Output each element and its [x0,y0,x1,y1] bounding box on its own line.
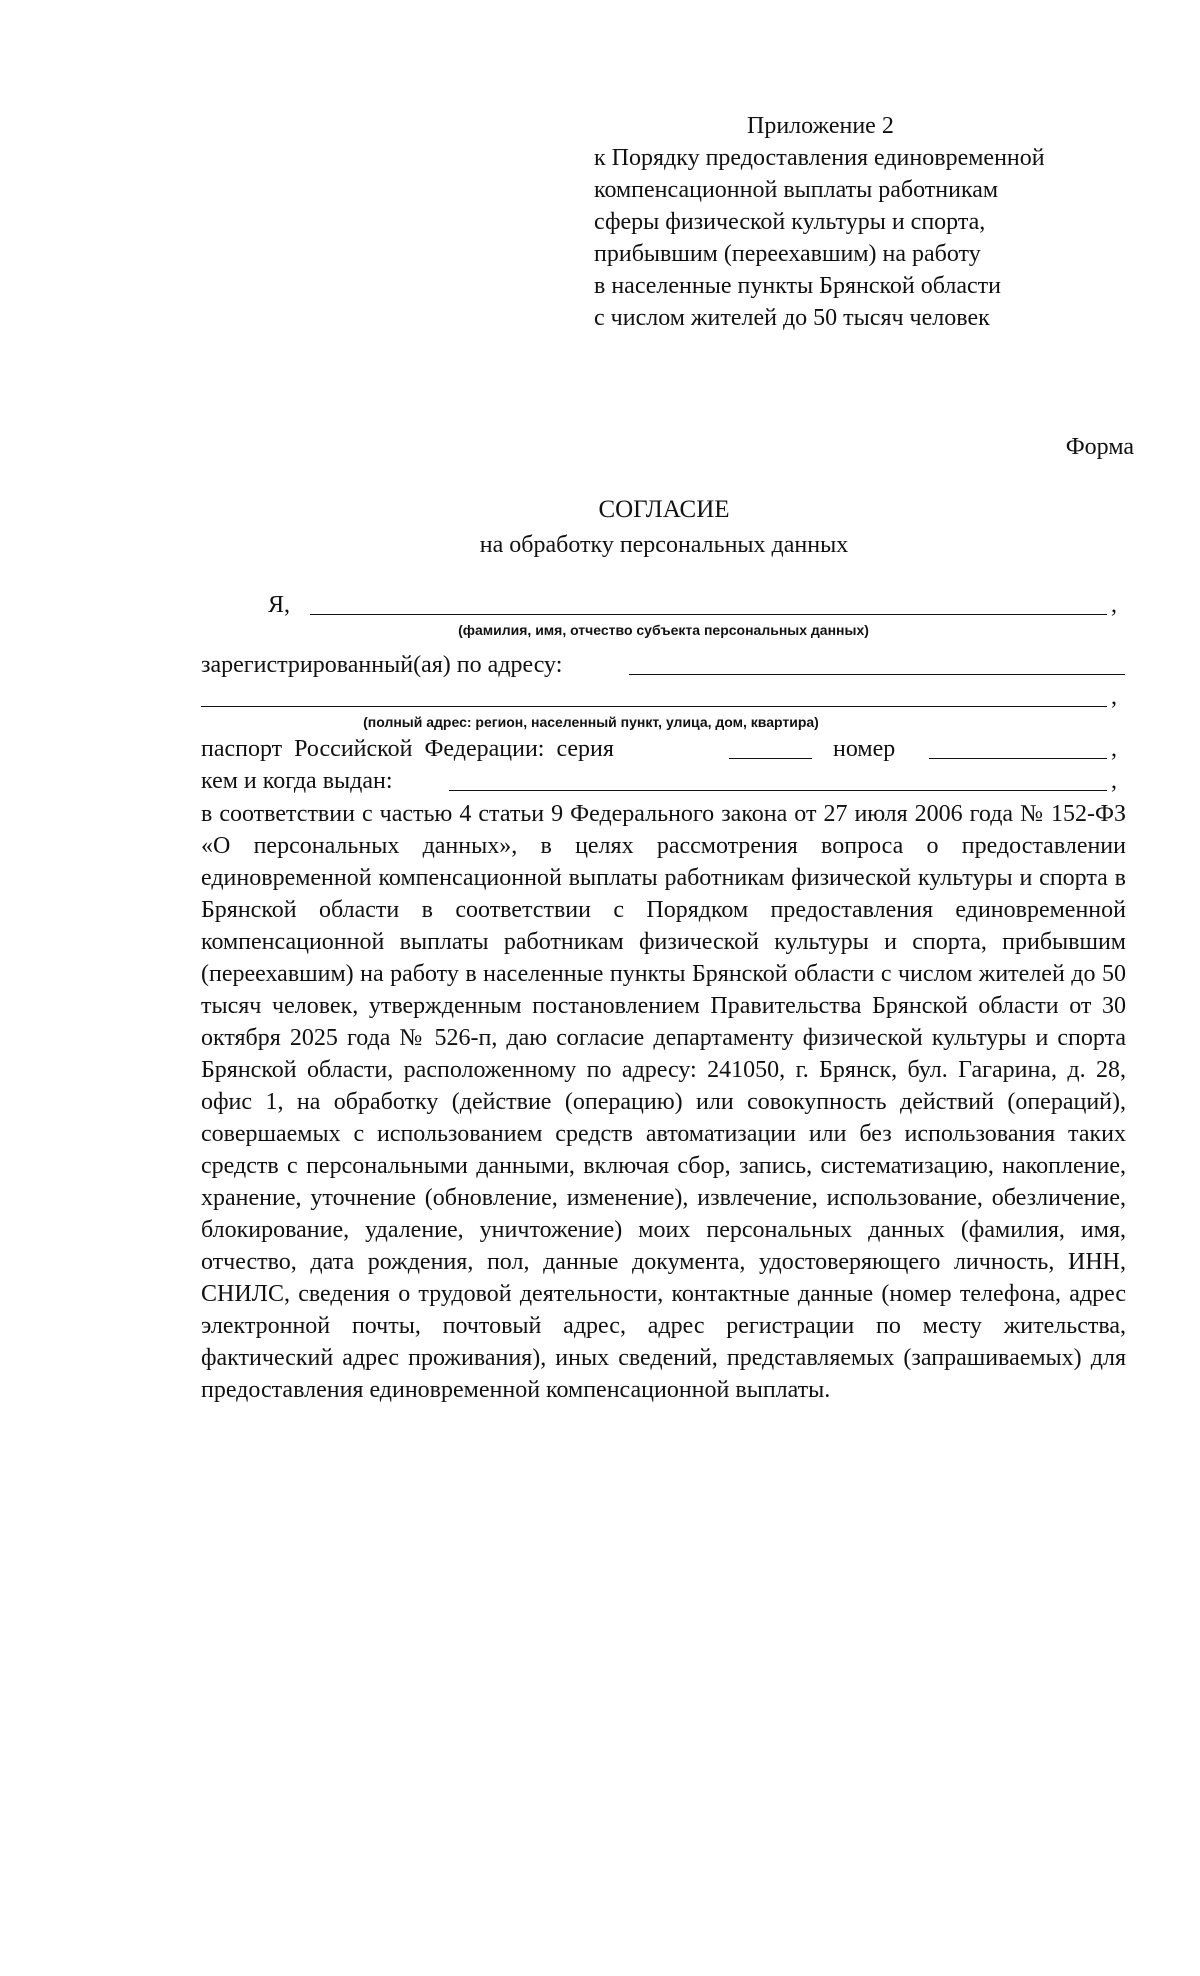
consent-text: в соответствии с частью 4 статьи 9 Федерального закона от 27 июля 2006 года № 152-ФЗ «О персональных данных», в целях рассмотрения вопроса о предоставлении единовременной компенсационной выплаты работникам физической культуры и спорта в Брянской области в соответствии с Порядком предоставления единовременной компенсационной выплаты работникам физической культуры и спорта, прибывшим (переехавшим) на работу в населенные пункты Брянской области с числом жителей до 50 тысяч человек, утвержденным постановлением Правительства Брянской области от 30 октября 2025 года № 526-п, даю согласие департаменту физической культуры и спорта Брянской области, расположенному по адресу: 241050, г. Брянск, бул. Гагарина, д. 28, офис 1, на обработку (действие (операцию) или совокупность действий (операций), совершаемых с использованием средств автоматизации или без использования таких средств с персональными данными, включая сбор, запись, систематизацию, накопление, хранение, уточнение (обновление, изменение), извлечение, использование, обезличение, блокирование, удаление, уничтожение) моих персональных данных (фамилия, имя, отчество, дата рождения, пол, данные документа, удостоверяющего личность, ИНН, СНИЛС, сведения о трудовой деятельности, контактные данные (номер телефона, адрес электронной почты, почтовый адрес, адрес регистрации по месту жительства, фактический адрес проживания), иных сведений, представляемых (запрашиваемых) для предоставления единовременной компенсационной выплаты. [201,801,1126,1403]
name-field-row [201,592,1126,638]
appendix-line: в населенные пункты Брянской области [594,273,1001,299]
passport-label: паспорт Российской Федерации: серия [201,736,614,762]
appendix-header [594,110,1134,334]
document-subtitle: на обработку персональных данных [479,532,849,558]
appendix-line: к Порядку предоставления единовременной [594,145,1045,171]
address-field-row [201,652,1126,730]
passport-number-blank[interactable] [929,738,1107,759]
address-hint: (полный адрес: регион, населенный пункт, улица, дом, квартира) [363,714,819,730]
number-label: номер [833,736,896,762]
issued-label: кем и когда выдан: [201,768,393,794]
name-hint: (фамилия, имя, отчество субъекта персональных данных) [458,622,869,638]
address-blank[interactable] [629,654,1125,675]
appendix-line: компенсационной выплаты работникам [594,177,999,203]
comma: , [1111,684,1117,710]
issued-by-blank[interactable] [449,770,1107,791]
appendix-title: Приложение 2 [747,113,894,139]
passport-field-row [201,736,1126,800]
address-label: зарегистрированный(ая) по адресу: [201,652,563,678]
i-label: Я, [268,592,291,618]
passport-series-blank[interactable] [729,738,812,759]
document-title: СОГЛАСИЕ [598,496,730,523]
address-blank-2[interactable] [201,686,1107,707]
consent-paragraph [201,798,1126,1406]
appendix-line: сферы физической культуры и спорта, [594,209,986,235]
appendix-line: прибывшим (переехавшим) на работу [594,241,981,267]
form-label: Форма [1065,434,1134,460]
comma: , [1111,736,1117,762]
appendix-line: с числом жителей до 50 тысяч человек [594,305,990,331]
comma: , [1111,592,1117,618]
full-name-blank[interactable] [310,594,1107,615]
comma: , [1111,768,1117,794]
